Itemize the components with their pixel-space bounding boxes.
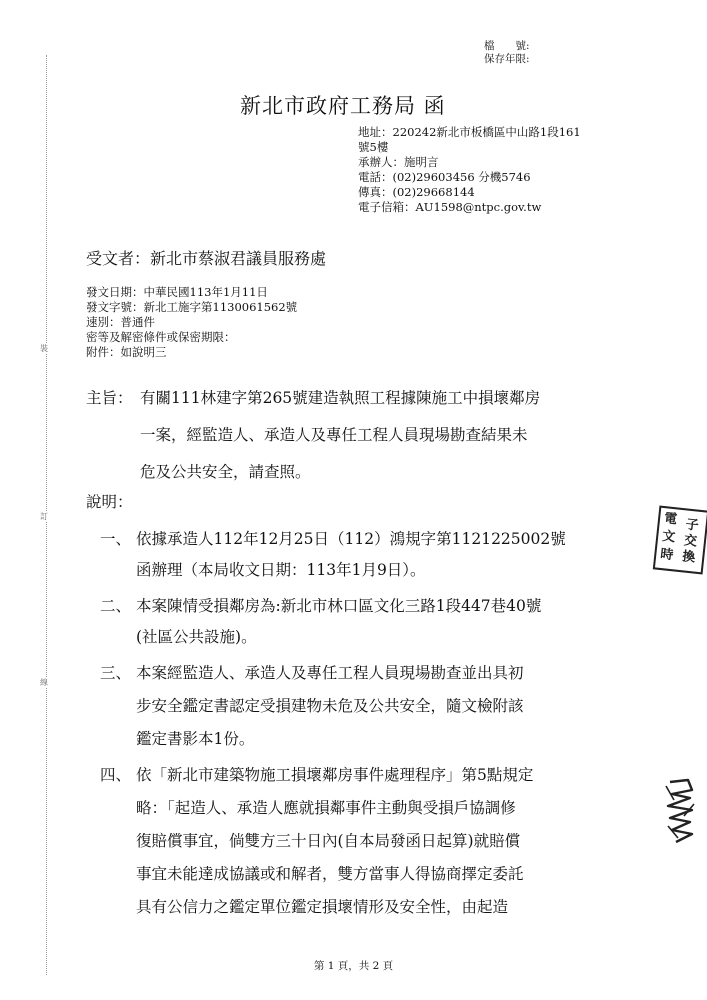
document-meta [86, 285, 297, 360]
contact-person: 承辦人：施明言 [358, 155, 439, 169]
stamp-char-1: 電 [663, 511, 678, 528]
item-4-line-1: 依「新北市建築物施工損壞鄰房事件處理程序」第5點規定 [136, 766, 534, 784]
electronic-exchange-stamp [653, 506, 707, 575]
subject-line-2: 一案，經監造人、承造人及專任工程人員現場勘查結果未 [140, 426, 528, 444]
contact-email: 電子信箱：AU1598@ntpc.gov.tw [358, 200, 542, 214]
page-footer: 第 1 頁，共 2 頁 [313, 960, 394, 972]
item-2-line-2: (社區公共設施)。 [136, 628, 257, 646]
recipient: 受文者：新北市蔡淑君議員服務處 [86, 249, 327, 268]
delivery-speed: 速別：普通件 [86, 315, 155, 329]
contact-phone: 電話：(02)29603456 分機5746 [358, 170, 531, 184]
subject-label: 主旨： [86, 389, 133, 407]
secrecy-level: 密等及解密條件或保密期限： [86, 330, 236, 344]
stamp-char-3: 文 [661, 529, 676, 546]
item-3-line-2: 步安全鑑定書認定受損建物未危及公共安全，隨文檢附該 [136, 697, 524, 715]
item-number-4: 四、 [100, 766, 132, 784]
subject-line-1: 有關111林建字第265號建造執照工程據陳施工中損壞鄰房 [140, 389, 541, 407]
item-3-line-3: 鑑定書影本1份。 [136, 730, 255, 748]
sender-address-line2: 號5樓 [358, 140, 389, 154]
item-4-line-4: 事宜未能達成協議或和解者，雙方當事人得協商擇定委託 [136, 865, 524, 883]
binding-mark-ding: 訂 [40, 512, 48, 521]
explanation-label: 說明： [86, 493, 133, 511]
contact-fax: 傳真：(02)29668144 [358, 185, 475, 199]
item-3-line-1: 本案經監造人、承造人及專任工程人員現場勘查並出具初 [136, 664, 524, 682]
item-1-line-2: 函辦理（本局收文日期：113年1月9日）。 [136, 561, 426, 579]
item-4-line-2: 略：「起造人、承造人應就損鄰事件主動與受損戶協調修 [136, 799, 516, 817]
item-number-1: 一、 [100, 530, 132, 548]
stamp-char-5: 時 [659, 546, 675, 564]
binding-mark-zhuang: 裝 [40, 344, 48, 353]
binding-mark-xian: 線 [40, 678, 48, 687]
file-number-label: 檔 號: [484, 40, 530, 52]
item-2-line-1: 本案陳情受損鄰房為:新北市林口區文化三路1段447巷40號 [136, 597, 542, 615]
stamp-char-6: 換 [681, 549, 696, 566]
item-1-line-1: 依據承造人112年12月25日（112）鴻規字第1121225002號 [136, 530, 566, 548]
stamp-char-4: 交 [683, 533, 698, 550]
stamp-char-2: 子 [684, 517, 700, 534]
item-4-line-5: 具有公信力之鑑定單位鑑定損壞情形及安全性，由起造 [136, 898, 509, 916]
seal-mark [662, 776, 698, 846]
sender-info-block [358, 125, 581, 215]
item-number-2: 二、 [100, 597, 132, 615]
issue-date: 發文日期：中華民國113年1月11日 [86, 285, 268, 299]
document-title: 新北市政府工務局 函 [240, 94, 446, 118]
subject-line-3: 危及公共安全，請查照。 [140, 463, 311, 481]
item-4-line-3: 復賠償事宜，倘雙方三十日內(自本局發函日起算)就賠償 [136, 832, 521, 850]
item-number-3: 三、 [100, 664, 132, 682]
retention-period-label: 保存年限: [484, 53, 530, 65]
sender-address-line1: 地址：220242新北市板橋區中山路1段161 [358, 125, 581, 139]
document-number: 發文字號：新北工施字第1130061562號 [86, 300, 298, 314]
attachment-note: 附件：如說明三 [86, 345, 167, 359]
